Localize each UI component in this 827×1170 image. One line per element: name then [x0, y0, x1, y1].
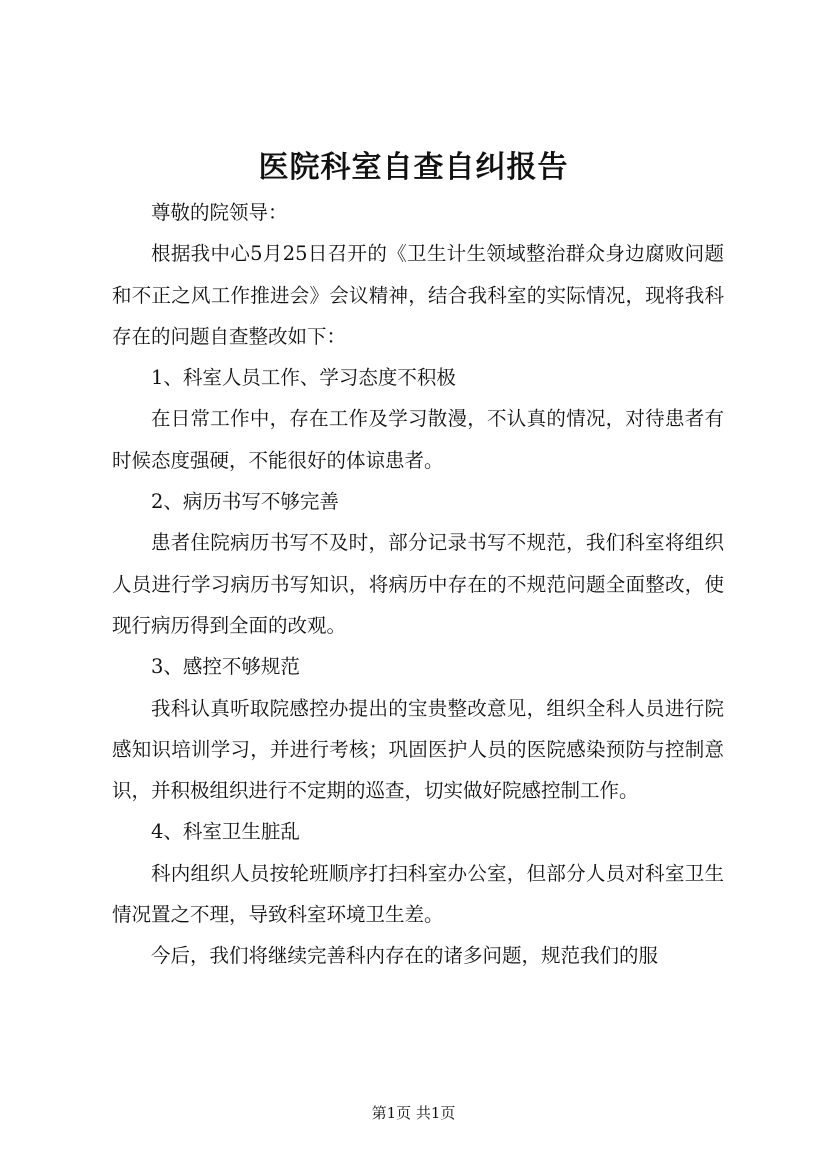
document-title: 医院科室自查自纠报告 [258, 150, 569, 185]
section-body-1: 在日常工作中，存在工作及学习散漫，不认真的情况，对待患者有时候态度强硬，不能很好的体谅患者。 [112, 407, 724, 472]
document-body [112, 192, 724, 977]
intro-paragraph: 根据我中心5月25日召开的《卫生计生领域整治群众身边腐败问题和不正之风工作推进会》会议精神，结合我科室的实际情况，现将我科存在的问题自查整改如下： [112, 242, 724, 348]
section-body-3: 我科认真听取院感控办提出的宝贵整改意见，组织全科人员进行院感知识培训学习，并进行考核；巩固医护人员的医院感染预防与控制意识，并积极组织进行不定期的巡查，切实做好院感控制工作。 [112, 696, 724, 803]
section-body-2: 患者住院病历书写不及时，部分记录书写不规范，我们科室将组织人员进行学习病历书写知识，将病历中存在的不规范问题全面整改，使现行病历得到全面的改观。 [112, 531, 724, 637]
section-heading-3: 3、感控不够规范 [151, 655, 300, 679]
section-heading-4: 4、科室卫生脏乱 [151, 820, 300, 844]
page-footer: 第1页 共1页 [371, 1104, 456, 1122]
section-body-4: 科内组织人员按轮班顺序打扫科室办公室，但部分人员对科室卫生情况置之不理，导致科室环境卫生差。 [112, 861, 724, 927]
section-heading-2: 2、病历书写不够完善 [151, 490, 339, 514]
section-heading-1: 1、科室人员工作、学习态度不积极 [151, 366, 456, 390]
salutation: 尊敬的院领导： [151, 201, 288, 224]
closing-paragraph: 今后，我们将继续完善科内存在的诸多问题，规范我们的服 [151, 944, 659, 968]
